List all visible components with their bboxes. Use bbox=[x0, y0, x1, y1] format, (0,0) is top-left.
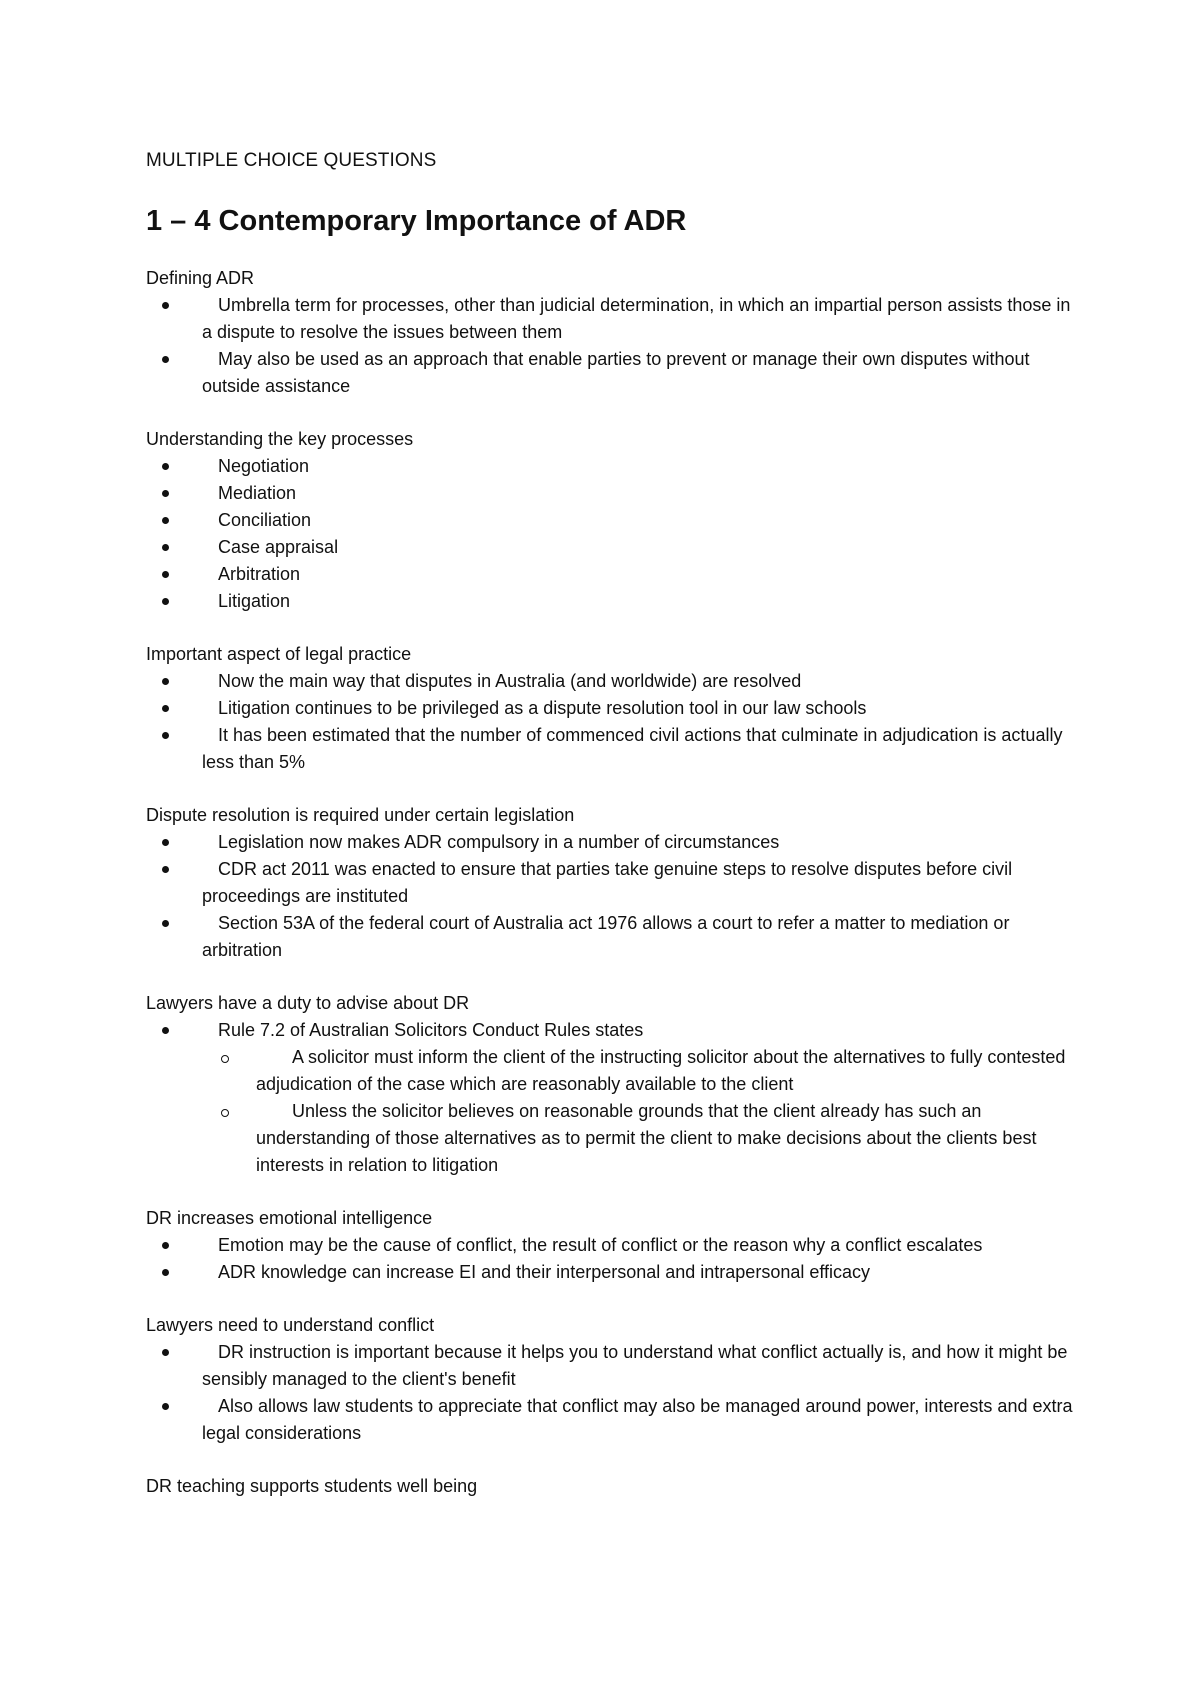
document-label: MULTIPLE CHOICE QUESTIONS bbox=[146, 150, 437, 171]
section-student-wellbeing bbox=[146, 1473, 1076, 1500]
document-body bbox=[146, 148, 1076, 1526]
list-item bbox=[146, 1017, 1076, 1044]
section-heading: Lawyers need to understand conflict bbox=[146, 1315, 435, 1335]
list-item bbox=[146, 588, 1076, 615]
list-item bbox=[146, 561, 1076, 588]
list-item-text: Conciliation bbox=[218, 510, 312, 530]
circle-bullet-icon bbox=[221, 1055, 229, 1063]
list-item-text: DR instruction is important because it helps you to understand what conflict actually is, and how it might be sensibly managed to the client's benefit bbox=[202, 1342, 1068, 1389]
bullet-icon bbox=[162, 356, 169, 363]
list-item-text: ADR knowledge can increase EI and their interpersonal and intrapersonal efficacy bbox=[218, 1262, 871, 1282]
bullet-list bbox=[146, 1017, 1076, 1044]
list-item-text: Also allows law students to appreciate that conflict may also be managed around power, interests and extra legal considerations bbox=[202, 1396, 1073, 1443]
bullet-icon bbox=[162, 463, 169, 470]
list-item bbox=[146, 856, 1076, 910]
list-item-text: Rule 7.2 of Australian Solicitors Conduct Rules states bbox=[218, 1020, 644, 1040]
sub-list-item bbox=[146, 1098, 1076, 1179]
bullet-list bbox=[146, 1232, 1076, 1286]
list-item bbox=[146, 507, 1076, 534]
list-item bbox=[146, 829, 1076, 856]
section-understand-conflict bbox=[146, 1312, 1076, 1447]
list-item bbox=[146, 1232, 1076, 1259]
section-heading: Important aspect of legal practice bbox=[146, 644, 412, 664]
bullet-icon bbox=[162, 302, 169, 309]
list-item bbox=[146, 722, 1076, 776]
bullet-icon bbox=[162, 1403, 169, 1410]
list-item bbox=[146, 695, 1076, 722]
bullet-icon bbox=[162, 1269, 169, 1276]
section-defining-adr bbox=[146, 265, 1076, 400]
section-heading: Dispute resolution is required under certain legislation bbox=[146, 805, 575, 825]
list-item bbox=[146, 453, 1076, 480]
bullet-icon bbox=[162, 571, 169, 578]
bullet-icon bbox=[162, 490, 169, 497]
document-title: 1 – 4 Contemporary Importance of ADR bbox=[146, 205, 687, 237]
section-legal-practice bbox=[146, 641, 1076, 776]
bullet-icon bbox=[162, 598, 169, 605]
section-legislation bbox=[146, 802, 1076, 964]
list-item-text: Arbitration bbox=[218, 564, 301, 584]
section-heading: Defining ADR bbox=[146, 268, 255, 288]
bullet-icon bbox=[162, 866, 169, 873]
section-heading: Understanding the key processes bbox=[146, 429, 414, 449]
section-key-processes bbox=[146, 426, 1076, 615]
bullet-icon bbox=[162, 732, 169, 739]
list-item-text: Legislation now makes ADR compulsory in a number of circumstances bbox=[218, 832, 780, 852]
bullet-icon bbox=[162, 517, 169, 524]
bullet-list bbox=[146, 829, 1076, 964]
section-duty-to-advise bbox=[146, 990, 1076, 1179]
list-item-text: Litigation continues to be privileged as a dispute resolution tool in our law schools bbox=[218, 698, 867, 718]
section-heading: DR teaching supports students well being bbox=[146, 1476, 478, 1496]
list-item-text: It has been estimated that the number of commenced civil actions that culminate in adjudication is actually less than 5% bbox=[202, 725, 1063, 772]
sub-list-item-text: A solicitor must inform the client of the instructing solicitor about the alternatives to fully contested adjudication of the case which are reasonably available to the client bbox=[256, 1047, 1066, 1094]
bullet-icon bbox=[162, 1349, 169, 1356]
bullet-icon bbox=[162, 678, 169, 685]
list-item-text: May also be used as an approach that enable parties to prevent or manage their own disputes without outside assistance bbox=[202, 349, 1030, 396]
bullet-icon bbox=[162, 839, 169, 846]
list-item bbox=[146, 1339, 1076, 1393]
list-item-text: CDR act 2011 was enacted to ensure that parties take genuine steps to resolve disputes before civil proceedings are instituted bbox=[202, 859, 1013, 906]
list-item bbox=[146, 534, 1076, 561]
bullet-list bbox=[146, 1339, 1076, 1447]
list-item-text: Section 53A of the federal court of Australia act 1976 allows a court to refer a matter to mediation or arbitration bbox=[202, 913, 1010, 960]
circle-bullet-icon bbox=[221, 1109, 229, 1117]
bullet-icon bbox=[162, 920, 169, 927]
list-item-text: Mediation bbox=[218, 483, 297, 503]
list-item bbox=[146, 1259, 1076, 1286]
list-item-text: Negotiation bbox=[218, 456, 310, 476]
sub-list-item bbox=[146, 1044, 1076, 1098]
list-item-text: Case appraisal bbox=[218, 537, 339, 557]
bullet-icon bbox=[162, 1242, 169, 1249]
sub-bullet-list bbox=[146, 1044, 1076, 1179]
list-item bbox=[146, 1393, 1076, 1447]
list-item bbox=[146, 668, 1076, 695]
bullet-icon bbox=[162, 1027, 169, 1034]
bullet-list bbox=[146, 292, 1076, 400]
list-item bbox=[146, 910, 1076, 964]
list-item bbox=[146, 292, 1076, 346]
section-emotional-intelligence bbox=[146, 1205, 1076, 1286]
section-heading: DR increases emotional intelligence bbox=[146, 1208, 433, 1228]
list-item-text: Emotion may be the cause of conflict, the result of conflict or the reason why a conflict escalates bbox=[218, 1235, 983, 1255]
bullet-list bbox=[146, 668, 1076, 776]
sub-list-item-text: Unless the solicitor believes on reasonable grounds that the client already has such an understanding of those alternatives as to permit the client to make decisions about the clients best interests in relation to litigation bbox=[256, 1101, 1037, 1175]
bullet-icon bbox=[162, 544, 169, 551]
section-heading: Lawyers have a duty to advise about DR bbox=[146, 993, 470, 1013]
list-item-text: Now the main way that disputes in Australia (and worldwide) are resolved bbox=[218, 671, 802, 691]
bullet-list bbox=[146, 453, 1076, 615]
list-item bbox=[146, 480, 1076, 507]
list-item bbox=[146, 346, 1076, 400]
list-item-text: Umbrella term for processes, other than judicial determination, in which an impartial person assists those in a dispute to resolve the issues between them bbox=[202, 295, 1071, 342]
bullet-icon bbox=[162, 705, 169, 712]
list-item-text: Litigation bbox=[218, 591, 291, 611]
